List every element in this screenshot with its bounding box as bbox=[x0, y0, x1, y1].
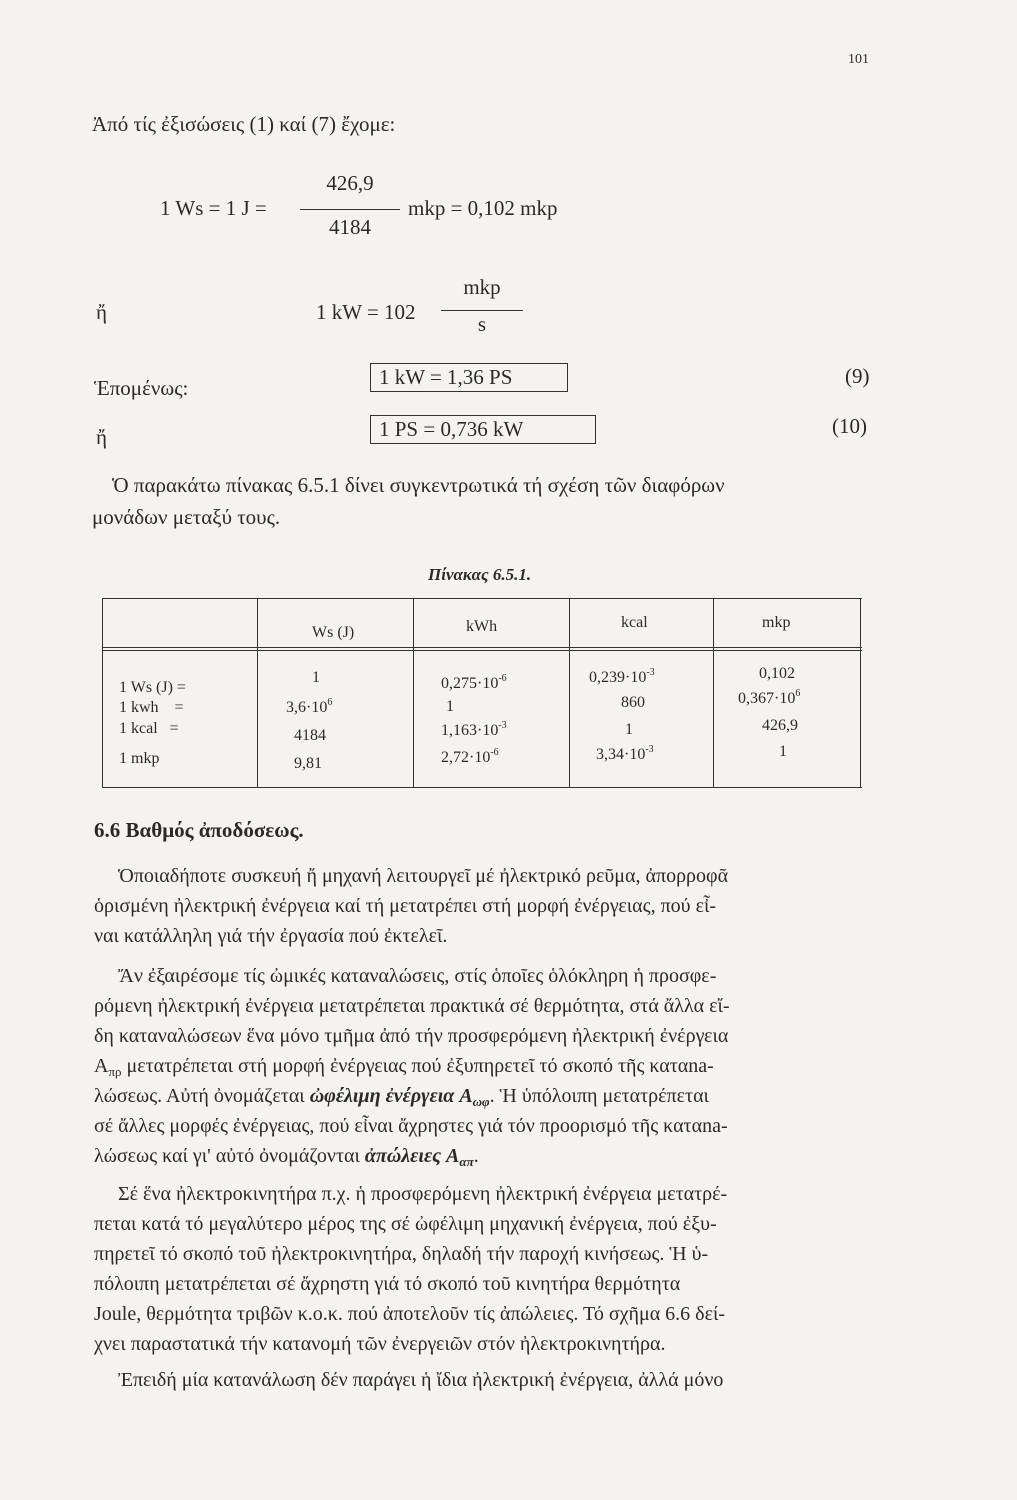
cell-mkp: $0,367\cdot 10^6$ bbox=[738, 688, 801, 707]
cell-ws: 1 bbox=[312, 669, 320, 686]
cell-kcal: $0,239\cdot 10^{-3}$ bbox=[589, 667, 655, 686]
eq9-boxed-formula: 1 kW = 1,36 PS bbox=[370, 363, 568, 392]
table-col-divider-2 bbox=[413, 598, 414, 788]
eq2-prefix: ἤ bbox=[96, 300, 107, 324]
header-ws: Ws (J) bbox=[312, 624, 355, 641]
cell-mkp: 1 bbox=[779, 743, 787, 760]
paragraph-3-line: χνει παραστατικά τήν κατανομή τῶν ἐνεργειῶν στόν ἠλεκτροκινητήρα. bbox=[94, 1333, 666, 1355]
paragraph-2-line: ρόμενη ἠλεκτρική ἐνέργεια μετατρέπεται πρακτικά σέ θερμότητα, στά ἄλλα εἴ- bbox=[94, 995, 730, 1017]
eq10-boxed-formula: 1 PS = 0,736 kW bbox=[370, 415, 596, 444]
cell-kwh: 1 bbox=[446, 698, 454, 715]
paragraph-2-line: σέ ἄλλες μορφές ἐνέργειας, πού εἶναι ἄχρηστες γιά τόν προορισμό τῆς καταna- bbox=[94, 1115, 728, 1137]
paragraph-1-line: ναι κατάλληλη γιά τήν ἐργασία πού ἐκτελεῖ. bbox=[94, 925, 448, 947]
eq1-numerator: 426,9 bbox=[326, 171, 374, 195]
eq2-left: 1 kW = 102 bbox=[316, 300, 416, 324]
eq2-denominator: s bbox=[477, 312, 487, 336]
table-left-border bbox=[102, 598, 103, 788]
cell-kcal: 1 bbox=[625, 721, 633, 738]
table-header-rule bbox=[102, 647, 862, 648]
row-label: 1 kcal = bbox=[119, 720, 179, 737]
eq1-left: 1 Ws = 1 J = bbox=[160, 196, 267, 220]
section-heading: 6.6 Βαθμός ἀποδόσεως. bbox=[94, 818, 304, 842]
table-col-divider-1 bbox=[257, 598, 258, 788]
table-intro-line-2: μονάδων μεταξύ τους. bbox=[92, 505, 281, 529]
row-label: 1 Ws (J) = bbox=[119, 679, 186, 696]
cell-kcal: $3,34\cdot 10^{-3}$ bbox=[596, 744, 654, 763]
paragraph-3-line: πεται κατά τό μεγαλύτερο μέρος της σέ ὠφέλιμη μηχανική ἐνέργεια, πού ἐξυ- bbox=[94, 1213, 717, 1235]
cell-mkp: 426,9 bbox=[762, 717, 798, 734]
cell-kwh: $0,275\cdot 10^{-6}$ bbox=[441, 673, 507, 692]
paragraph-2-line: $A_{\pi\rho}$ μετατρέπεται στή μορφή ἐνέργειας πού ἐξυπηρετεῖ τό σκοπό τῆς καταna- bbox=[94, 1055, 714, 1079]
paragraph-3-line: Σέ ἕνα ἠλεκτροκινητήρα π.χ. ἡ προσφερόμενη ἠλεκτρική ἐνέργεια μετατρέ- bbox=[118, 1183, 728, 1205]
cell-kcal: 860 bbox=[621, 694, 645, 711]
cell-ws: 9,81 bbox=[294, 755, 322, 772]
table-col-divider-4 bbox=[713, 598, 714, 788]
eq2-numerator: mkp bbox=[463, 275, 501, 299]
eq9-label: Ἑπομένως: bbox=[94, 376, 189, 400]
paragraph-3-line: πόλοιπη μετατρέπεται σέ ἄχρηστη γιά τό σκοπό τοῦ κινητήρα θερμότητα bbox=[94, 1273, 681, 1295]
cell-kwh: $2,72\cdot 10^{-6}$ bbox=[441, 747, 499, 766]
table-intro-line-1: Ὁ παρακάτω πίνακας 6.5.1 δίνει συγκεντρωτικά τή σχέση τῶν διαφόρων bbox=[112, 473, 725, 497]
paragraph-4-line: Ἐπειδή μία κατανάλωση δέν παράγει ἡ ἴδια ἠλεκτρική ἐνέργεια, ἀλλά μόνο bbox=[118, 1369, 724, 1391]
useful-energy-term: ὠφέλιμη ἐνέργεια A bbox=[309, 1085, 473, 1107]
table-header-rule-2 bbox=[102, 650, 862, 651]
eq10-number: (10) bbox=[832, 414, 867, 438]
paragraph-2-line: λώσεως. Αὐτή ὀνομάζεται ὠφέλιμη ἐνέργεια $A_{\omega\varphi}$. Ἡ ὑπόλοιπη μετατρέπεται bbox=[94, 1085, 709, 1109]
paragraph-3-line: πηρετεῖ τό σκοπό τοῦ ἠλεκτροκινητήρα, δηλαδή τήν παροχή κινήσεως. Ἡ ὑ- bbox=[94, 1243, 709, 1265]
paragraph-1-line: Ὁποιαδήποτε συσκευή ἤ μηχανή λειτουργεῖ μέ ἠλεκτρικό ρεῦμα, ἀπορροφᾶ bbox=[118, 865, 729, 887]
cell-ws: 4184 bbox=[294, 727, 326, 744]
table-caption: Πίνακας 6.5.1. bbox=[428, 565, 532, 584]
paragraph-1-line: ὁρισμένη ἠλεκτρική ἐνέργεια καί τή μετατρέπει στή μορφή ἐνέργειας, πού εἶ- bbox=[94, 895, 717, 917]
row-label: 1 kwh = bbox=[119, 699, 184, 716]
eq10-prefix: ἤ bbox=[96, 425, 107, 449]
cell-mkp: 0,102 bbox=[759, 665, 795, 682]
eq9-number: (9) bbox=[845, 364, 870, 388]
table-col-divider-3 bbox=[569, 598, 570, 788]
eq1-right: mkp = 0,102 mkp bbox=[408, 196, 558, 220]
table-right-border bbox=[860, 598, 861, 788]
paragraph-2-line: δη καταναλώσεων ἕνα μόνο τμῆμα ἀπό τήν προσφερόμενη ἠλεκτρική ἐνέργεια bbox=[94, 1025, 729, 1047]
eq2-fraction-bar bbox=[441, 310, 523, 311]
row-label: 1 mkp bbox=[119, 750, 160, 767]
header-kwh: kWh bbox=[466, 618, 498, 635]
intro-line: Ἀπό τίς ἐξισώσεις (1) καί (7) ἔχομε: bbox=[92, 112, 396, 136]
page-number: 101 bbox=[848, 52, 869, 67]
eq1-denominator: 4184 bbox=[329, 215, 371, 239]
header-mkp: mkp bbox=[762, 614, 791, 631]
table-top-rule bbox=[102, 598, 862, 599]
table-bottom-rule bbox=[102, 787, 862, 788]
eq1-fraction-bar bbox=[300, 209, 400, 210]
cell-ws: $3,6\cdot 10^6$ bbox=[286, 697, 333, 716]
paragraph-2-line: Ἄν ἐξαιρέσομε τίς ὠμικές καταναλώσεις, στίς ὁποῖες ὁλόκληρη ἡ προσφε- bbox=[118, 965, 717, 987]
paragraph-2-line: λώσεως καί γι' αὐτό ὀνομάζονται ἀπώλειες $A_{\alpha\pi}$. bbox=[94, 1145, 479, 1169]
header-kcal: kcal bbox=[621, 614, 648, 631]
cell-kwh: $1,163\cdot 10^{-3}$ bbox=[441, 720, 507, 739]
losses-term: ἀπώλειες A bbox=[364, 1145, 460, 1167]
paragraph-3-line: Joule, θερμότητα τριβῶν κ.ο.κ. πού ἀποτελοῦν τίς ἀπώλειες. Τό σχῆμα 6.6 δεί- bbox=[94, 1303, 726, 1325]
